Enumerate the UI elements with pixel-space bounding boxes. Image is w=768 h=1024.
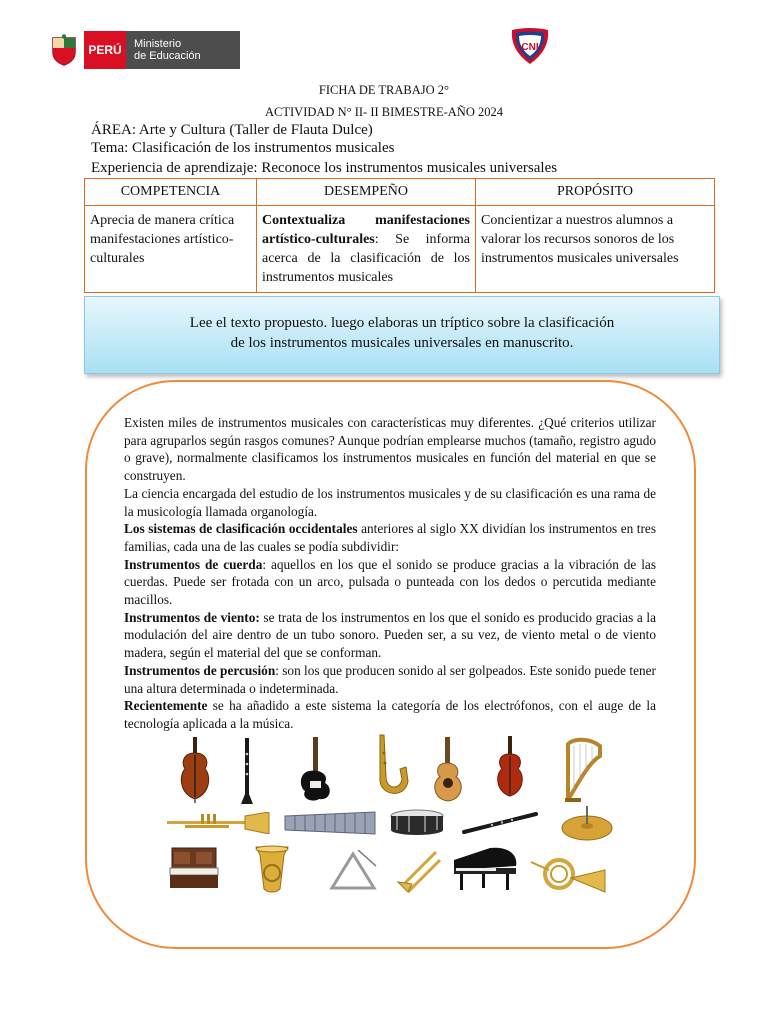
competency-table bbox=[84, 178, 715, 293]
recientemente-heading: Recientemente bbox=[124, 698, 208, 714]
trombone-icon bbox=[396, 848, 442, 894]
viento-heading: Instrumentos de viento: bbox=[124, 609, 260, 625]
worksheet-title: FICHA DE TRABAJO 2° bbox=[318, 83, 450, 97]
organ-icon bbox=[168, 846, 220, 890]
ministry-line-1: Ministerio bbox=[134, 38, 182, 50]
cymbal-icon bbox=[561, 806, 613, 844]
cuerda-text: : aquellos en los que el sonido se produce gracias a la vibración de las cuerdas. Puede ser frotada con un arco, pulsada o punteada con los dedos o percutida mediante macillos. bbox=[124, 556, 656, 608]
ministry-label bbox=[126, 31, 240, 69]
area-line: ÁREA: Arte y Cultura (Taller de Flauta Dulce) bbox=[91, 122, 373, 138]
sistemas-heading: Los sistemas de clasificación occidentales bbox=[124, 521, 358, 537]
reading-text bbox=[124, 414, 656, 733]
clarinet-icon bbox=[238, 738, 256, 804]
cello-icon bbox=[175, 737, 215, 803]
tuba-icon bbox=[250, 845, 294, 893]
cell-proposito: Concientizar a nuestros alumnos a valorar los recursos sonoros de los instrumentos musicales universales bbox=[476, 206, 715, 293]
header-desempeno: DESEMPEÑO bbox=[257, 179, 476, 206]
peru-shield-icon bbox=[44, 31, 84, 69]
svg-text:CNI: CNI bbox=[521, 42, 539, 53]
paragraph-percusion bbox=[124, 662, 656, 697]
cell-desempeno bbox=[257, 206, 476, 293]
flute-icon bbox=[462, 810, 540, 836]
paragraph-organologia: La ciencia encargada del estudio de los instrumentos musicales y de su clasificación es una rama de la musicología llamada organología. bbox=[124, 485, 656, 519]
trumpet-icon bbox=[165, 812, 271, 834]
desempeno-rest: : Se informa acerca de la clasificación de los instrumentos musicales bbox=[262, 232, 470, 285]
piano-icon bbox=[450, 846, 520, 892]
table-row bbox=[85, 206, 715, 293]
ministry-line-2: de Educación bbox=[134, 50, 201, 62]
triangle-icon bbox=[328, 850, 378, 892]
acoustic-guitar-icon bbox=[428, 737, 468, 803]
paragraph-recientemente bbox=[124, 697, 656, 732]
table-header-row bbox=[85, 179, 715, 206]
tema-line: Tema: Clasificación de los instrumentos musicales bbox=[91, 140, 395, 156]
paragraph-sistemas bbox=[124, 520, 656, 555]
recientemente-text: se ha añadido a este sistema la categoría de los electrófonos, con el auge de la tecnología aplicada a la música. bbox=[124, 698, 656, 731]
peru-label: PERÚ bbox=[84, 31, 126, 69]
electric-guitar-icon bbox=[297, 737, 333, 803]
violin-icon bbox=[490, 736, 530, 802]
instruction-line-2: de los instrumentos musicales universales en manuscrito. bbox=[230, 335, 574, 351]
harp-icon bbox=[560, 736, 606, 802]
activity-title: ACTIVIDAD N° II- II BIMESTRE-AÑO 2024 bbox=[265, 105, 503, 119]
header-proposito: PROPÓSITO bbox=[476, 179, 715, 206]
paragraph-intro: Existen miles de instrumentos musicales con características muy diferentes. ¿Qué criterios utilizar para agruparlos según rasgos comunes? Aunque podrían emplearse muchos (tamaño, registro agudo o grave), normalmente clasificamos los instrumentos musicales en función del material en que se construyen. bbox=[124, 415, 656, 484]
xylophone-icon bbox=[283, 810, 377, 836]
percusion-heading: Instrumentos de percusión bbox=[124, 662, 276, 678]
desempeno-bold: Contextualiza manifestaciones artístico-culturales bbox=[262, 213, 470, 247]
experiencia-line: Experiencia de aprendizaje: Reconoce los instrumentos musicales universales bbox=[91, 160, 558, 176]
saxophone-icon bbox=[370, 733, 410, 799]
instruction-box bbox=[84, 296, 720, 374]
header-competencia: COMPETENCIA bbox=[85, 179, 257, 206]
percusion-text: : son los que producen sonido al ser golpeados. Este sonido puede tener una altura determinada o indeterminada. bbox=[124, 662, 656, 696]
cuerda-heading: Instrumentos de cuerda bbox=[124, 556, 263, 572]
cell-competencia: Aprecia de manera crítica manifestaciones artístico-culturales bbox=[85, 206, 257, 293]
school-shield-logo bbox=[507, 26, 553, 66]
viento-text: se trata de los instrumentos en los que el sonido es producido gracias a la modulación del aire dentro de un tubo sonoro. Pueden ser, a su vez, de viento metal o de viento madera, según el material del que se conforman. bbox=[124, 609, 656, 661]
paragraph-cuerda bbox=[124, 556, 656, 609]
paragraph-viento bbox=[124, 609, 656, 662]
snare-drum-icon bbox=[389, 808, 445, 836]
instruction-line-1: Lee el texto propuesto. luego elaboras un tríptico sobre la clasificación bbox=[189, 315, 615, 331]
sistemas-text: anteriores al siglo XX dividían los instrumentos en tres familias, cada una de las cuales se podía subdividir: bbox=[124, 521, 657, 554]
french-horn-icon bbox=[529, 852, 607, 894]
peru-ministry-logo bbox=[44, 31, 240, 69]
